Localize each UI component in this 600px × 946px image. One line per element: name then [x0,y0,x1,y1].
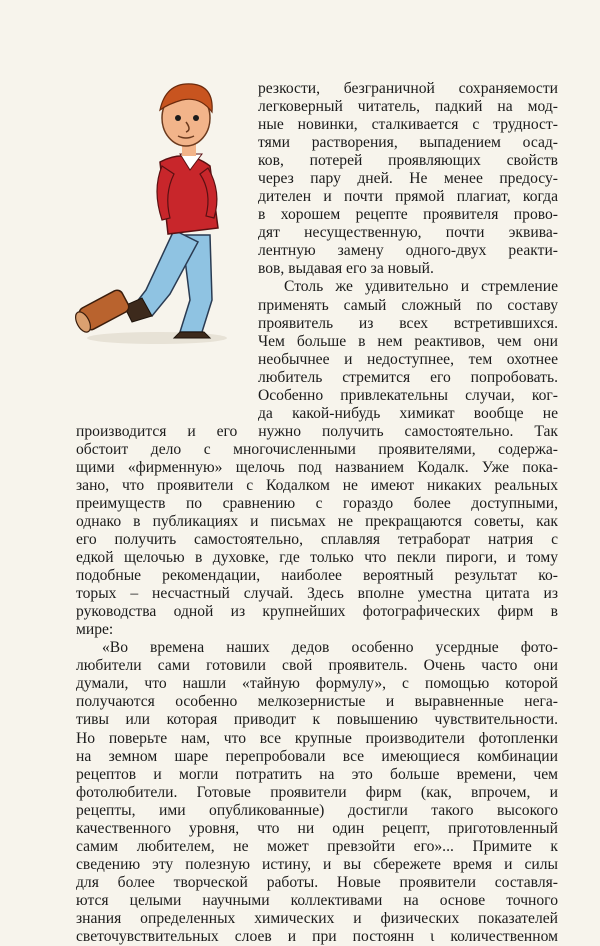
text-line: проявитель из всех встретившихся. [258,315,558,332]
text-line: на земном шаре перепробовали все имеющиеся комбинации [76,748,558,765]
text-line: для более творческой работы. Новые проявители составля- [76,874,558,891]
text-line: обстоит дело с многочисленными проявителями, содержа- [76,441,558,458]
text-line: самим любителем, не может превзойти его»... Примите к [76,838,558,855]
text-line: легковерный читатель, падкий на мод- [258,98,558,115]
text-line: ные новинки, сталкивается с трудност- [258,116,558,133]
text-line: подобные рекомендации, наиболее вероятный результат ко- [76,567,558,584]
text-line: лентную замену одного-двух реакти- [258,242,558,259]
text-line: в хорошем рецепте проявителя прово- [258,206,558,223]
quote-first-line: «Во времена наших дедов особенно усердные фото- [102,639,558,656]
text-line: однако в публикациях и письмах не прекращаются советы, как [76,513,558,530]
text-line: производится и его нужно получить самостоятельно. Так [76,423,558,440]
text-line: вов, выдавая его за новый. [258,260,434,277]
text-line: щими «фирменную» щелочь под названием Кодалк. Уже пока- [76,459,558,476]
text-line: качественного уровня, что ни один рецепт, приготовленный [76,820,558,837]
text-line: тивы или которая приводит к повышению чувствительности. [76,711,558,728]
text-line: преимуществ по сравнению с гораздо более доступными, [76,495,558,512]
man-kicking-bottle-illustration [62,70,262,370]
text-line: рецепты, ими опубликованные) достигли такого высокого [76,802,558,819]
text-line: сведению эту полезную истину, и вы сбережете время и силы [76,856,558,873]
text-line: ков, потерей проявляющих свойств [258,152,558,169]
text-line: ются целыми научными коллективами на основе точного [76,892,558,909]
text-line: руководства одной из крупнейших фотографических фирм в [76,603,558,620]
text-line: необычнее и недоступнее, тем охотнее [258,351,558,368]
text-line: любители сами готовили свой проявитель. Очень часто они [76,657,558,674]
text-line: резкости, безграничной сохраняемости [258,80,558,97]
text-line: светочувствительных слоев и при постоянн ι количественном [76,928,558,945]
text-line: торых – несчастный случай. Здесь вполне уместна цитата из [76,585,558,602]
text-line: дят несущественную, почти эквива- [258,224,558,241]
text-line: думали, что нашли «тайную формулу», с помощью которой [76,675,558,692]
text-line: любитель стремится его попробовать. [258,369,558,386]
text-line: дителен и почти прямой плагиат, когда [258,188,558,205]
text-line: Чем больше в нем реактивов, чем они [258,333,558,350]
text-line: тями растворения, выпадением осад- [258,134,558,151]
text-line: мире: [76,621,114,638]
text-line: получаются особенно мелкозернистые и выравненные нега- [76,693,558,710]
text-line: применять самый сложный по составу [258,297,558,314]
text-line: Особенно привлекательны случаи, ког- [258,387,558,404]
text-line: зано, что проявители с Кодалком не имеют никаких реальных [76,477,558,494]
bottle-shape [73,288,131,334]
text-line: да какой-нибудь химикат вообще не [258,405,558,422]
text-line: через пару дней. Не менее предосу- [258,170,558,187]
text-line: его получить самостоятельно, сплавляя тетраборат натрия с [76,531,558,548]
text-line: знания определенных химических и физических показателей [76,910,558,927]
paragraph-first-line: Столь же удивительно и стремление [284,278,558,295]
text-line: едкой щелочью в духовке, где только что пекли пироги, и тому [76,549,558,566]
text-line: рецептов и могли потратить на это больше времени, чем [76,766,558,783]
text-line: Но поверьте нам, что все крупные производители фотопленки [76,730,558,747]
text-line: фотолюбители. Готовые проявители фирм (как, впрочем, и [76,784,558,801]
